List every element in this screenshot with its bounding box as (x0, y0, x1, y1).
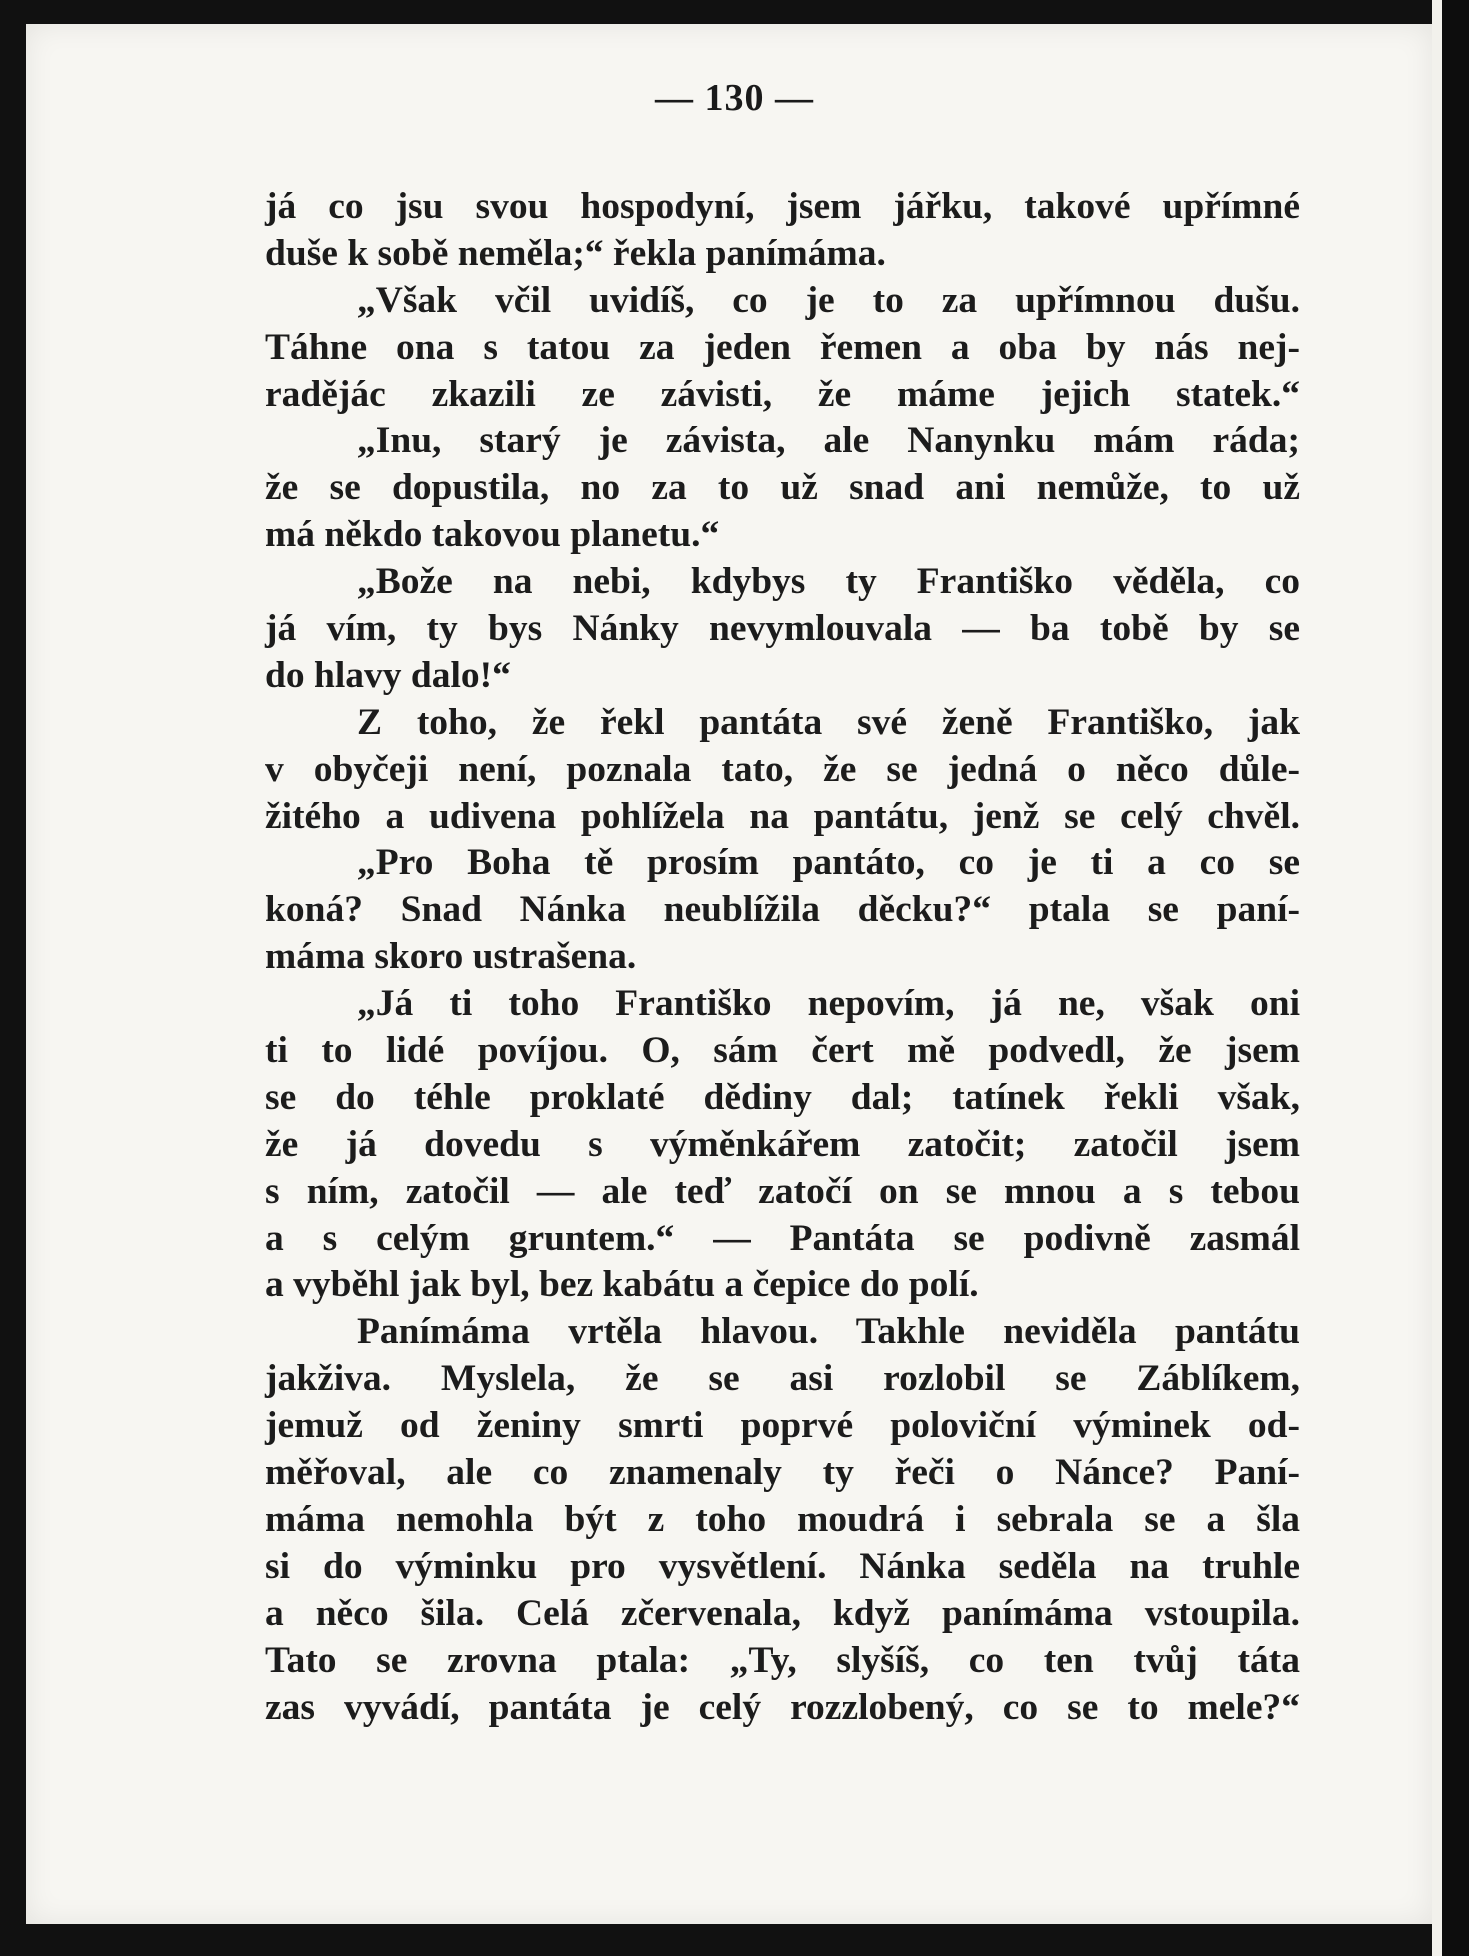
text-line: jemuž od ženiny smrti poprvé poloviční výminek od- (265, 1405, 1300, 1447)
text-line: měřoval, ale co znamenaly ty řeči o Nánce? Paní- (265, 1452, 1300, 1494)
body-text (265, 184, 1300, 1731)
text-line: s ním, zatočil — ale teď zatočí on se mnou a s tebou (265, 1170, 1300, 1212)
text-line: žitého a udivena pohlížela na pantátu, jenž se celý chvěl. (265, 795, 1300, 837)
text-line: Tato se zrovna ptala: „Ty, slyšíš, co ten tvůj táta (265, 1639, 1300, 1681)
text-line: jakživa. Myslela, že se asi rozlobil se Záblíkem, (265, 1358, 1300, 1400)
text-line: „Bože na nebi, kdybys ty Františko věděla, co (357, 561, 1300, 603)
text-line: si do výminku pro vysvětlení. Nánka seděla na truhle (265, 1545, 1300, 1587)
text-line: máma nemohla být z toho moudrá i sebrala se a šla (265, 1498, 1300, 1540)
text-line: máma skoro ustrašena. (265, 936, 637, 978)
page-edge (1432, 0, 1442, 1956)
text-line: v obyčeji není, poznala tato, že se jedná o něco důle- (265, 748, 1300, 790)
text-line: „Já ti toho Františko nepovím, já ne, však oni (357, 983, 1300, 1025)
text-line: a vyběhl jak byl, bez kabátu a čepice do polí. (265, 1264, 979, 1306)
text-line: koná? Snad Nánka neublížila děcku?“ ptala se paní- (265, 889, 1300, 931)
text-line: se do téhle proklaté dědiny dal; tatínek řekli však, (265, 1076, 1300, 1118)
text-line: já co jsu svou hospodyní, jsem jářku, takové upřímné (265, 186, 1300, 227)
text-line: duše k sobě neměla;“ řekla panímáma. (265, 232, 886, 274)
page-number: — 130 — (655, 77, 814, 119)
text-line: „Inu, starý je závista, ale Nanynku mám ráda; (357, 420, 1300, 462)
text-line: a s celým gruntem.“ — Pantáta se podivně zasmál (265, 1217, 1300, 1259)
text-line: Táhne ona s tatou za jeden řemen a oba by nás nej- (265, 326, 1300, 368)
text-line: a něco šila. Celá zčervenala, když panímáma vstoupila. (265, 1592, 1300, 1634)
text-line: Panímáma vrtěla hlavou. Takhle neviděla pantátu (357, 1311, 1300, 1353)
text-line: do hlavy dalo!“ (265, 654, 511, 696)
text-line: „Pro Boha tě prosím pantáto, co je ti a co se (357, 842, 1300, 884)
text-line: zas vyvádí, pantáta je celý rozzlobený, co se to mele?“ (265, 1686, 1300, 1728)
text-line: že se dopustila, no za to už snad ani nemůže, to už (265, 467, 1300, 509)
text-line: Z toho, že řekl pantáta své ženě Františko, jak (357, 701, 1300, 743)
text-line: má někdo takovou planetu.“ (265, 514, 720, 556)
text-line: já vím, ty bys Nánky nevymlouvala — ba tobě by se (265, 608, 1300, 650)
text-line: „Však včil uvidíš, co je to za upřímnou dušu. (357, 279, 1300, 321)
text-line: ti to lidé povíjou. O, sám čert mě podvedl, že jsem (265, 1030, 1300, 1072)
text-line: radějác zkazili ze závisti, že máme jejich statek.“ (265, 373, 1300, 415)
text-line: že já dovedu s výměnkářem zatočit; zatočil jsem (265, 1123, 1300, 1165)
scan-border (1442, 0, 1469, 1956)
